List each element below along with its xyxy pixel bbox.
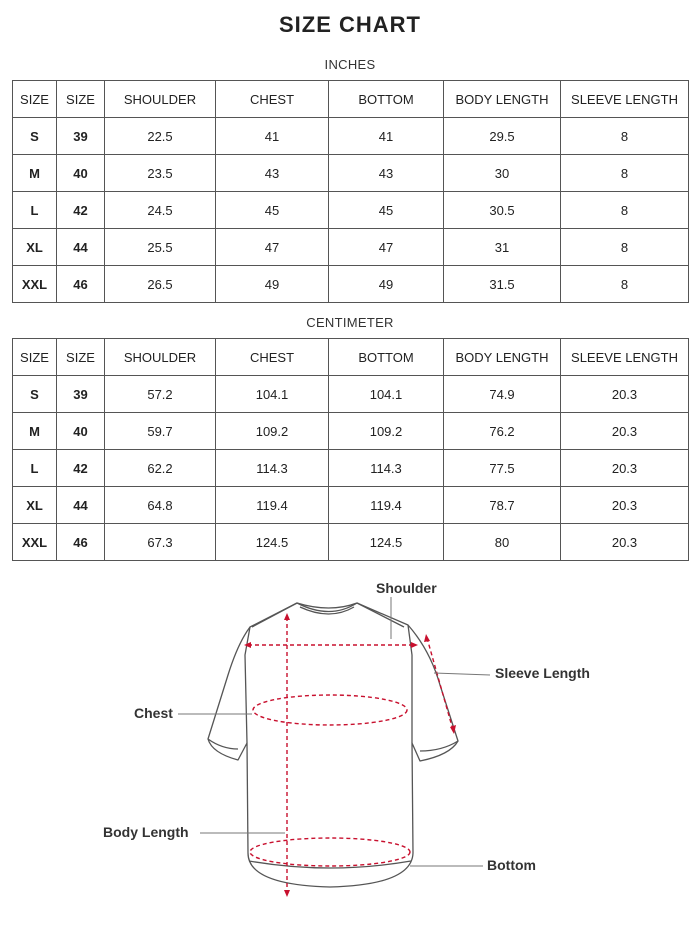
measurement-cell: 124.5 xyxy=(329,524,444,561)
table-row xyxy=(13,524,689,561)
table-row xyxy=(13,192,689,229)
bottom-label: Bottom xyxy=(487,857,536,873)
measurement-cell: 76.2 xyxy=(444,413,561,450)
measurement-cell: 49 xyxy=(329,266,444,303)
measurement-cell: 24.5 xyxy=(105,192,216,229)
measurement-cell: 67.3 xyxy=(105,524,216,561)
table-row xyxy=(13,450,689,487)
measurement-cell: 114.3 xyxy=(216,450,329,487)
measurement-cell: 41 xyxy=(216,118,329,155)
measurement-cell: 20.3 xyxy=(561,376,689,413)
measurement-cell: 74.9 xyxy=(444,376,561,413)
table-header-row xyxy=(13,81,689,118)
measurement-cell: 104.1 xyxy=(216,376,329,413)
measurement-cell: 119.4 xyxy=(329,487,444,524)
inches-size-table xyxy=(12,80,689,303)
inches-section-label: INCHES xyxy=(324,57,376,72)
size-number-cell: 40 xyxy=(57,413,105,450)
measurement-cell: 109.2 xyxy=(329,413,444,450)
size-number-cell: 42 xyxy=(57,450,105,487)
measurement-cell: 80 xyxy=(444,524,561,561)
centimeter-section-label: CENTIMETER xyxy=(306,315,394,330)
measurement-cell: 114.3 xyxy=(329,450,444,487)
table-row xyxy=(13,229,689,266)
measurement-cell: 29.5 xyxy=(444,118,561,155)
measurement-cell: 20.3 xyxy=(561,450,689,487)
size-letter-cell: L xyxy=(13,450,57,487)
size-letter-cell: XL xyxy=(13,487,57,524)
measurement-cell: 8 xyxy=(561,118,689,155)
measurement-cell: 20.3 xyxy=(561,487,689,524)
measurement-cell: 30 xyxy=(444,155,561,192)
measurement-cell: 45 xyxy=(329,192,444,229)
measurement-lines xyxy=(248,617,453,893)
column-header: CHEST xyxy=(216,81,329,118)
size-letter-cell: XXL xyxy=(13,524,57,561)
column-header: SIZE xyxy=(13,81,57,118)
measurement-cell: 8 xyxy=(561,155,689,192)
size-letter-cell: M xyxy=(13,155,57,192)
measurement-cell: 45 xyxy=(216,192,329,229)
measurement-cell: 8 xyxy=(561,192,689,229)
column-header: SIZE xyxy=(13,339,57,376)
measurement-cell: 49 xyxy=(216,266,329,303)
table-row xyxy=(13,487,689,524)
measurement-cell: 59.7 xyxy=(105,413,216,450)
measurement-cell: 47 xyxy=(216,229,329,266)
sleeve-length-label: Sleeve Length xyxy=(495,665,590,681)
page-title: SIZE CHART xyxy=(279,12,421,37)
measurement-cell: 104.1 xyxy=(329,376,444,413)
measurement-cell: 31.5 xyxy=(444,266,561,303)
measurement-cell: 23.5 xyxy=(105,155,216,192)
t-shirt-icon xyxy=(0,565,700,925)
size-letter-cell: XL xyxy=(13,229,57,266)
bottom-measure-ellipse xyxy=(250,838,410,866)
table-row xyxy=(13,413,689,450)
column-header: CHEST xyxy=(216,339,329,376)
measurement-cell: 77.5 xyxy=(444,450,561,487)
size-letter-cell: S xyxy=(13,376,57,413)
size-number-cell: 39 xyxy=(57,118,105,155)
measurement-cell: 8 xyxy=(561,266,689,303)
table-header-row xyxy=(13,339,689,376)
size-number-cell: 46 xyxy=(57,266,105,303)
table-row xyxy=(13,266,689,303)
measurement-cell: 43 xyxy=(216,155,329,192)
column-header: SHOULDER xyxy=(105,339,216,376)
measurement-cell: 109.2 xyxy=(216,413,329,450)
chest-measure-ellipse xyxy=(253,695,407,725)
size-number-cell: 44 xyxy=(57,229,105,266)
measurement-cell: 31 xyxy=(444,229,561,266)
measurement-cell: 30.5 xyxy=(444,192,561,229)
column-header: SIZE xyxy=(57,81,105,118)
measurement-cell: 25.5 xyxy=(105,229,216,266)
column-header: BOTTOM xyxy=(329,339,444,376)
size-letter-cell: M xyxy=(13,413,57,450)
column-header: SLEEVE LENGTH xyxy=(561,81,689,118)
column-header: SHOULDER xyxy=(105,81,216,118)
size-number-cell: 40 xyxy=(57,155,105,192)
measurement-cell: 43 xyxy=(329,155,444,192)
measurement-cell: 57.2 xyxy=(105,376,216,413)
size-letter-cell: L xyxy=(13,192,57,229)
measurement-diagram xyxy=(0,565,700,925)
measurement-cell: 8 xyxy=(561,229,689,266)
measurement-cell: 62.2 xyxy=(105,450,216,487)
size-number-cell: 42 xyxy=(57,192,105,229)
measurement-cell: 20.3 xyxy=(561,413,689,450)
table-row xyxy=(13,118,689,155)
size-number-cell: 44 xyxy=(57,487,105,524)
body-length-label: Body Length xyxy=(103,824,189,840)
measurement-cell: 22.5 xyxy=(105,118,216,155)
measurement-cell: 124.5 xyxy=(216,524,329,561)
measurement-cell: 78.7 xyxy=(444,487,561,524)
size-letter-cell: S xyxy=(13,118,57,155)
callout-leader-lines xyxy=(178,597,490,866)
measurement-cell: 26.5 xyxy=(105,266,216,303)
measurement-arrowheads xyxy=(244,613,456,897)
column-header: BOTTOM xyxy=(329,81,444,118)
size-letter-cell: XXL xyxy=(13,266,57,303)
size-number-cell: 39 xyxy=(57,376,105,413)
measurement-cell: 47 xyxy=(329,229,444,266)
table-row xyxy=(13,155,689,192)
measurement-cell: 41 xyxy=(329,118,444,155)
measurement-cell: 119.4 xyxy=(216,487,329,524)
column-header: SIZE xyxy=(57,339,105,376)
column-header: SLEEVE LENGTH xyxy=(561,339,689,376)
size-number-cell: 46 xyxy=(57,524,105,561)
column-header: BODY LENGTH xyxy=(444,339,561,376)
sleeve-leader-line xyxy=(434,673,490,675)
shoulder-label: Shoulder xyxy=(376,580,437,596)
column-header: BODY LENGTH xyxy=(444,81,561,118)
table-row xyxy=(13,376,689,413)
centimeter-size-table xyxy=(12,338,689,561)
measurement-cell: 20.3 xyxy=(561,524,689,561)
measurement-cell: 64.8 xyxy=(105,487,216,524)
chest-label: Chest xyxy=(134,705,173,721)
